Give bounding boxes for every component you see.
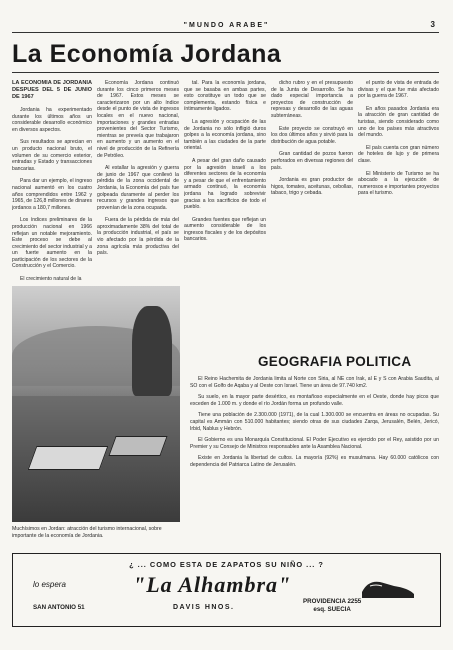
paragraph: Tiene una población de 2.300.000 (1971), de la cual 1.300.000 se encuentra en áreas no ocupadas. Su capital es Ammán con 510.000 habitantes; siendo otras de sus ciudades Zarqa, Jerusalén, Belén, Jericó, Irbid, Nablus y Hebrón. <box>190 412 439 432</box>
paragraph: Jordania es gran productor de higos, tomates, aceitunas, cebollas, tabaco, trigo y cebada. <box>271 177 353 197</box>
paragraph: Fuera de la pérdida de más del aproximadamente 38% del total de la producción industrial, el país se vio afectado por la pérdida de la zona agrícola más productiva del país. <box>97 217 179 257</box>
store-owner: DAVIS HNOS. <box>173 604 235 611</box>
paragraph: dicho rubro y en el presupuesto de la Junta de Desarrollo. Se ha dado especial importancia a proyectos de construcción de represas y desarrollo de las aguas subterráneas. <box>271 80 353 119</box>
paragraph: Economía Jordana continuó durante los cinco primeros meses de 1967. Estos meses se caracterizaron por un alto índice desde el punto de vista de ingresos locales en el nuevo nacional, importaciones y grandes entradas provenientes del Sector Turismo, mientras se preveía que trabajaron en aumento y un aumento en el nivel de producción de la Refinería de Petróleo. <box>97 80 179 159</box>
article-title: La Economía Jordana <box>12 40 282 68</box>
paragraph: Jordania ha experimentado durante los últimos años un considerable desarrollo económico en diversos aspectos. <box>12 107 92 133</box>
publication-header: "MUNDO ARABE" <box>183 22 270 29</box>
store-logo: "La Alhambra" <box>133 572 292 597</box>
paragraph: A pesar del gran daño causado por la agresión israelí a los diferentes sectores de la economía y a pesar de que el enfrentamiento armado continuó, la economía jordana ha logrado sobrevivir gracias a los sacrificios de todo el pueblo. <box>184 157 266 211</box>
paragraph: El crecimiento natural de la <box>20 276 82 280</box>
ad-headline: ¿ ... COMO ESTA DE ZAPATOS SU NIÑO ... ? <box>129 560 324 569</box>
shoe-icon <box>358 572 418 602</box>
paragraph: Este proyecto se construyó en los dos últimos años y sirvió para la distribución de agua potable. <box>271 125 353 145</box>
shoe-store-ad <box>12 553 441 627</box>
article-column-5 <box>358 80 439 348</box>
paragraph: Los índices preliminares de la producción nacional en 1966 reflejan un notable mejoramiento. Este proceso se debe al crecimiento del sector industrial y a un fuerte aumento en la participación de los sectores de la Construcción y el Comercio. <box>12 217 92 270</box>
paragraph: el punto de vista de entrada de divisas y el que fue más afectado por la guerra de 1967. <box>358 80 439 100</box>
paragraph: Para dar un ejemplo, el ingreso nacional aumentó en los cuatro años comprendidos entre 1962 y 1965, de 126,8 millones de dinares jordanos a 180,7 millones. <box>12 178 92 211</box>
paragraph: En años pasados Jordania era la atracción de gran cantidad de turistas, siendo considerado como uno de los países más atractivos del mundo. <box>358 105 439 139</box>
paragraph: El país cuenta con gran número de hoteles de lujo y de primera clase. <box>358 144 439 164</box>
ad-tagline: lo espera <box>33 580 66 589</box>
paragraph: Al estallar la agresión y guerra de junio de 1967 que conllevó la pérdida de la zona occidental de Jordania, la Economía del país fue golpeada duramente al perder los recursos y grandes ingresos que provenían de la zona ocupada. <box>97 165 179 211</box>
article-column-1 <box>12 80 92 280</box>
boat-graphic <box>28 446 109 470</box>
section-body <box>190 376 439 474</box>
paragraph: El Ministerio de Turismo se ha abocado a la ejecución de numerosos e importantes proyectos para el turismo. <box>358 170 439 197</box>
paragraph: tal. Para la economía jordana, que se basaba en ambas partes, esto constituye un todo que se complementa, estando física e íntimamente ligados. <box>184 80 266 113</box>
photo-caption: Muchísimos en Jordan: atracción del turismo internacional, sobre importante de la economía de Jordania. <box>12 526 162 539</box>
paragraph: Grandes fuentes que reflejan un aumento considerable de los ingresos fiscales y de los depósitos bancarios. <box>184 216 266 243</box>
store-branch: PROVIDENCIA 2255 esq. SUECIA <box>303 598 362 613</box>
paragraph: Gran cantidad de pozos fueron perforados en diversas regiones del país. <box>271 151 353 171</box>
article-lead: LA ECONOMIA DE JORDANIA DESPUES DEL 5 DE JUNIO DE 1967 <box>12 80 92 100</box>
page-number: 3 <box>430 20 435 29</box>
store-address: SAN ANTONIO 51 <box>33 604 85 611</box>
paragraph: El Reino Hachemita de Jordania limita al Norte con Siria, al NE con Irak, al E y S con Arabia Saudita, al SO con el Golfo de Aqaba y al Oeste con Israel. Tiene un área de 97.740 km2. <box>190 376 439 389</box>
article-column-4 <box>271 80 353 348</box>
paragraph: El Gobierno es una Monarquía Constitucional. El Poder Ejecutivo es ejercido por el Rey, asistido por un Premier y su Consejo de Ministros responsables ante la Asamblea Nacional. <box>190 437 439 450</box>
header-rule <box>12 32 439 33</box>
boat-graphic <box>108 436 167 456</box>
paragraph: La agresión y ocupación de las de Jordania no sólo infligió duros golpes a la economía jordana, sino también a las ciudades de la parte oriental. <box>184 118 266 152</box>
paragraph: Su suelo, en la mayor parte desértico, es montañoso especialmente en el Oeste, donde hay picos que exceden de 1.000 m. y donde el río Jordán forma un profundo valle. <box>190 394 439 407</box>
lake-boats-photo <box>12 286 180 522</box>
paragraph: Sus resultados se aprecian en un producto nacional bruto, el volumen de su comercio exterior, entradas y Estado y transacciones bancarias. <box>12 139 92 172</box>
paragraph: Existe en Jordania la libertad de cultos. La mayoría (92%) es musulmana. Hay 60.000 católicos con dependencia del Patriarca Latino de Jerusalén. <box>190 455 439 468</box>
title-rule <box>12 72 439 73</box>
section-title: GEOGRAFIA POLITICA <box>258 354 412 369</box>
article-column-2 <box>97 80 179 280</box>
